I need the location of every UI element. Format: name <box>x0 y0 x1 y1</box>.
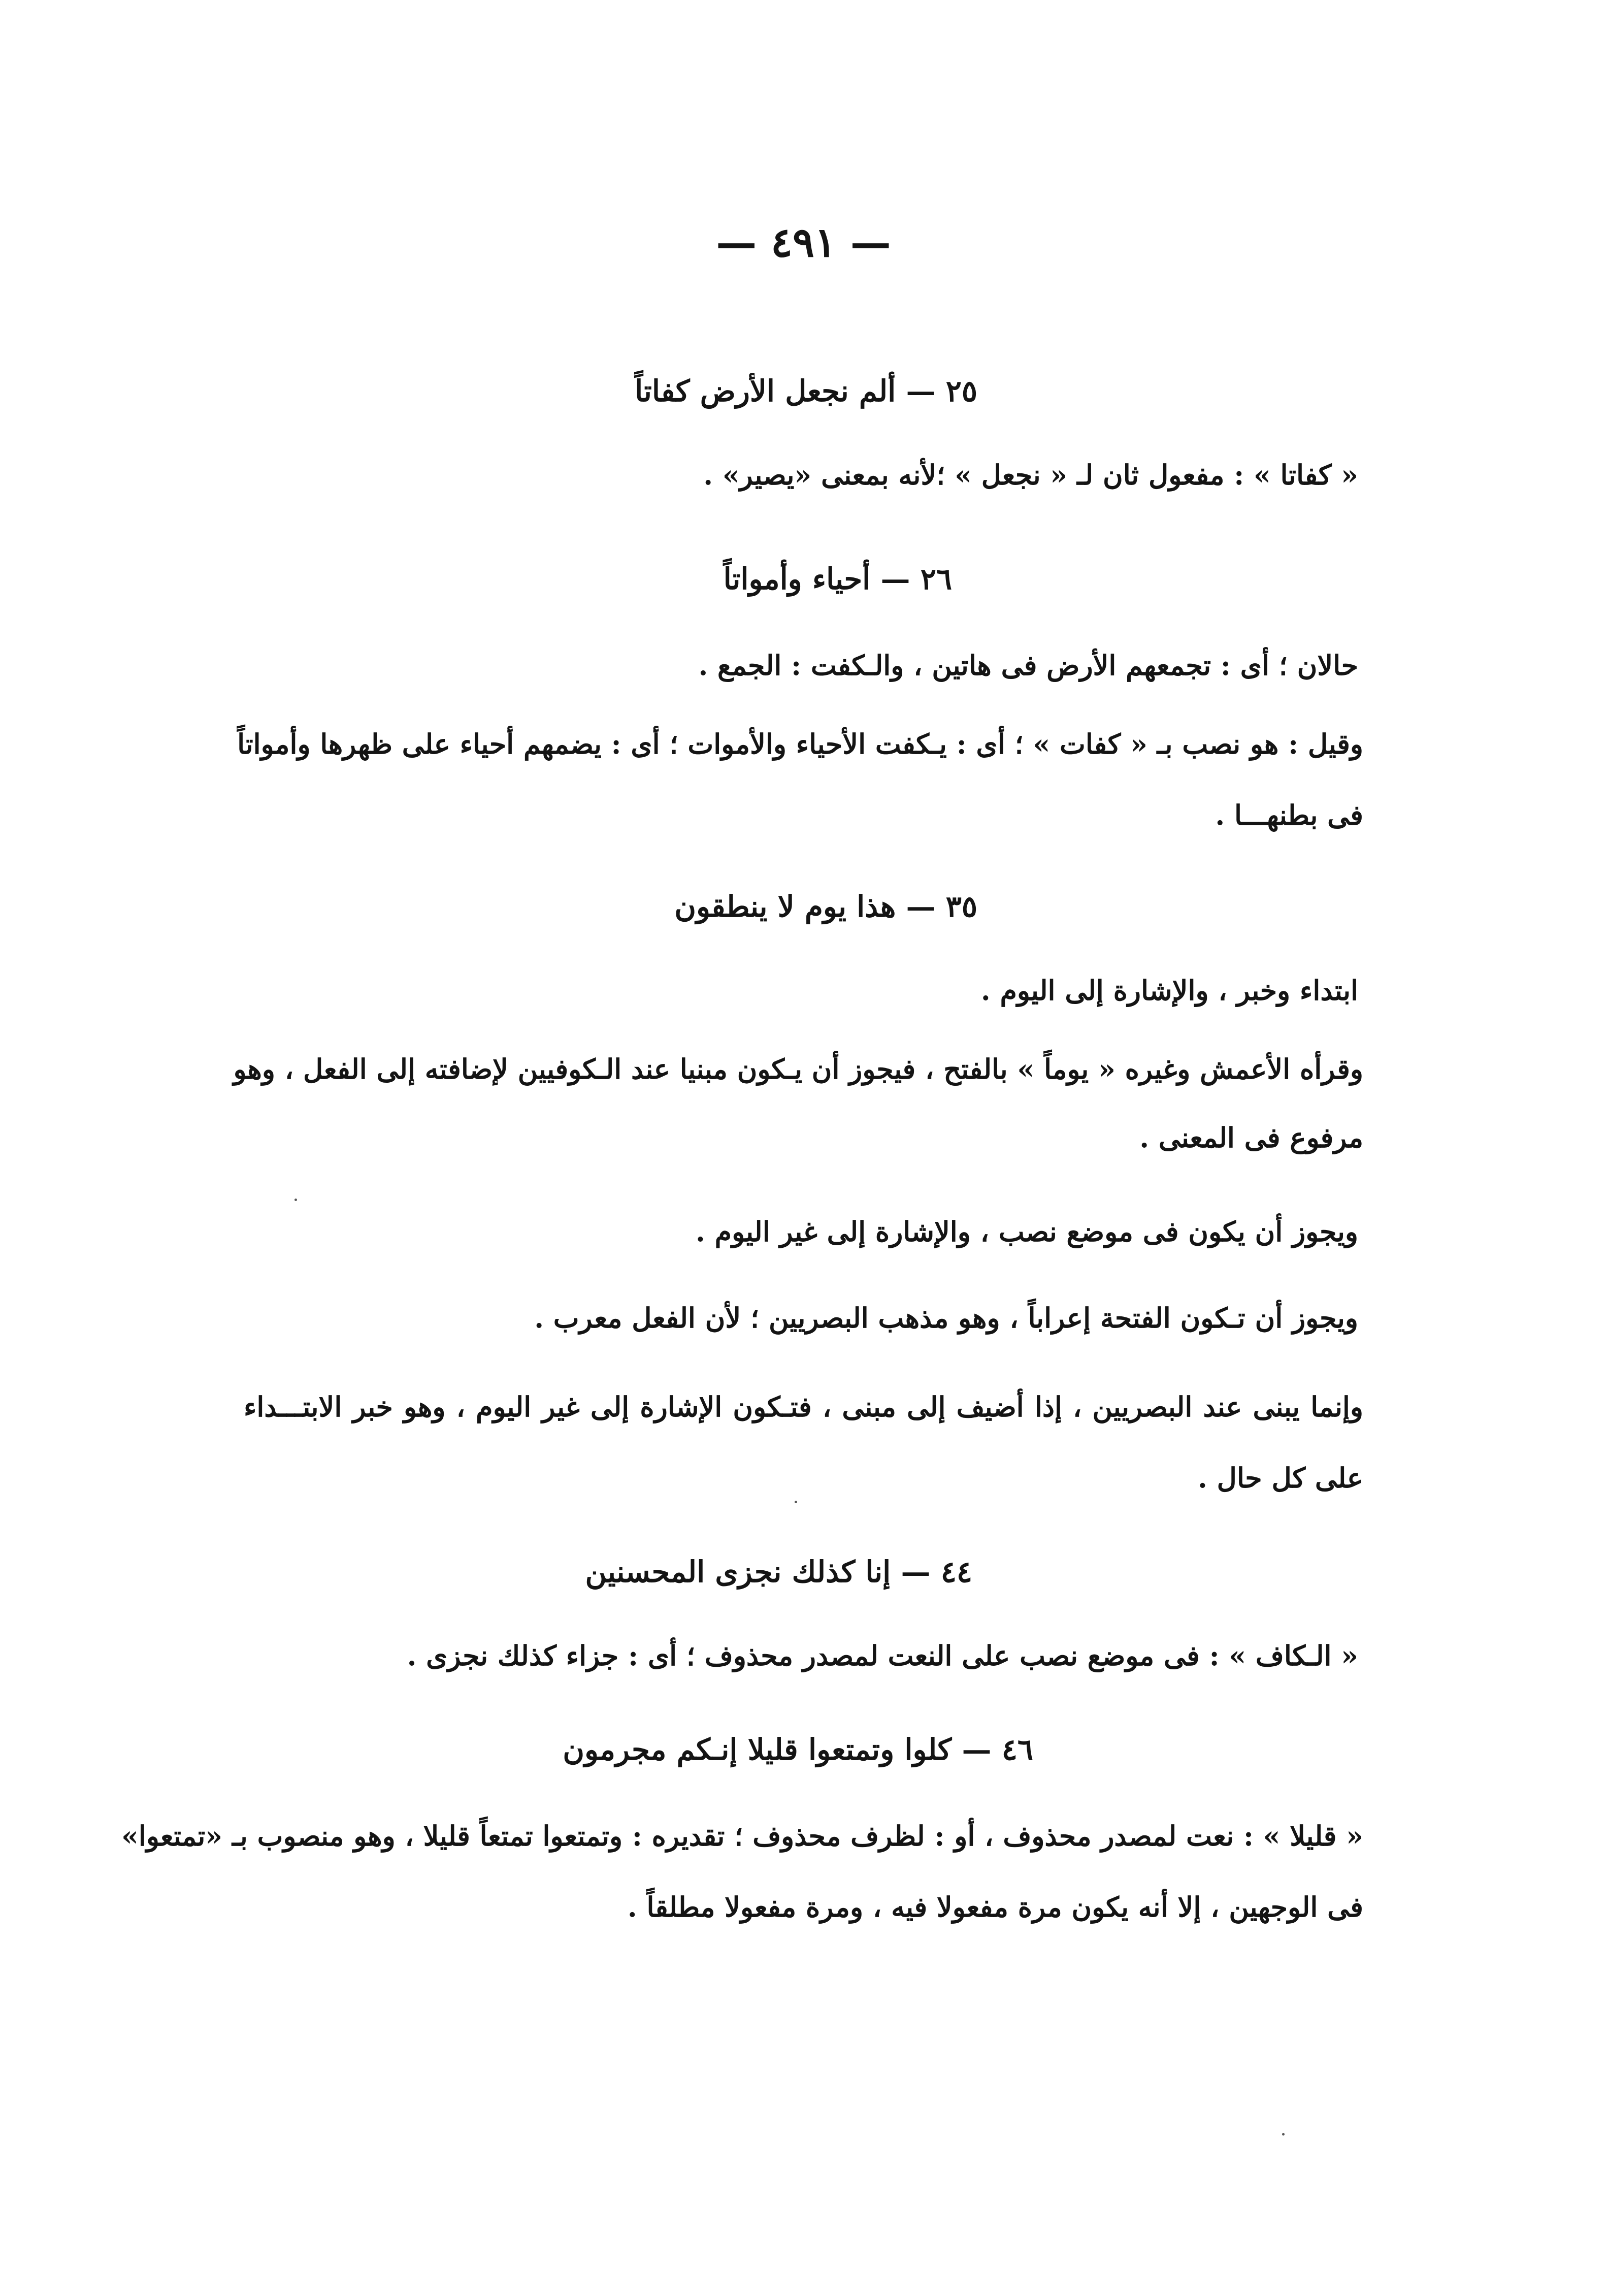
scan-speck <box>294 1199 297 1201</box>
commentary-line: حالان ؛ أى : تجمعهم الأرض فى هاتين ، والـكفت : الجمع . <box>698 649 1358 682</box>
commentary-line: وقيل : هو نصب بـ « كفات » ؛ أى : يـكفت الأحياء والأموات ؛ أى : يضمهم أحياء على ظهرها وأمواتاً <box>237 728 1363 760</box>
commentary-line: مرفوع فى المعنى . <box>1139 1121 1363 1154</box>
commentary-line: فى بطنهـــا . <box>1215 799 1363 831</box>
commentary-line: ابتداء وخبر ، والإشارة إلى اليوم . <box>980 974 1358 1007</box>
commentary-line: « الـكاف » : فى موضع نصب على النعت لمصدر محذوف ؛ أى : جزاء كذلك نجزى . <box>407 1639 1358 1672</box>
commentary-line: ويجوز أن تـكون الفتحة إعراباً ، وهو مذهب البصريين ؛ لأن الفعل معرب . <box>534 1302 1358 1334</box>
verse-heading: ٣٥ — هذا يوم لا ينطقون <box>674 889 977 924</box>
commentary-line: على كل حال . <box>1198 1462 1363 1494</box>
verse-heading: ٢٥ — ألم نجعل الأرض كفاتاً <box>635 374 977 408</box>
commentary-line: « قليلا » : نعت لمصدر محذوف ، أو : لظرف محذوف ؛ تقديره : وتمتعوا تمتعاً قليلا ، وهو منصوب بـ «تمتعوا» <box>121 1820 1363 1852</box>
commentary-line: فى الوجهين ، إلا أنه يكون مرة مفعولا فيه ، ومرة مفعولا مطلقاً . <box>627 1891 1363 1923</box>
scan-speck <box>1282 2133 1285 2136</box>
commentary-line: وقرأه الأعمش وغيره « يوماً » بالفتح ، فيجوز أن يـكون مبنيا عند الـكوفيين لإضافته إلى الفعل ، وهو <box>233 1053 1363 1085</box>
verse-heading: ٤٦ — كلوا وتمتعوا قليلا إنـكم مجرمون <box>563 1732 1033 1767</box>
commentary-line: وإنما يبنى عند البصريين ، إذا أضيف إلى مبنى ، فتـكون الإشارة إلى غير اليوم ، وهو خبر الابتـــداء <box>244 1390 1363 1423</box>
commentary-line: ويجوز أن يكون فى موضع نصب ، والإشارة إلى غير اليوم . <box>696 1215 1358 1248</box>
commentary-line: « كفاتا » : مفعول ثان لـ « نجعل » ؛لأنه بمعنى «يصير» . <box>703 459 1358 491</box>
page-number: — ٤٩١ — <box>716 218 891 266</box>
verse-heading: ٢٦ — أحياء وأمواتاً <box>723 562 952 596</box>
scan-speck <box>795 1501 797 1503</box>
verse-heading: ٤٤ — إنا كذلك نجزى المحسنين <box>585 1555 972 1589</box>
